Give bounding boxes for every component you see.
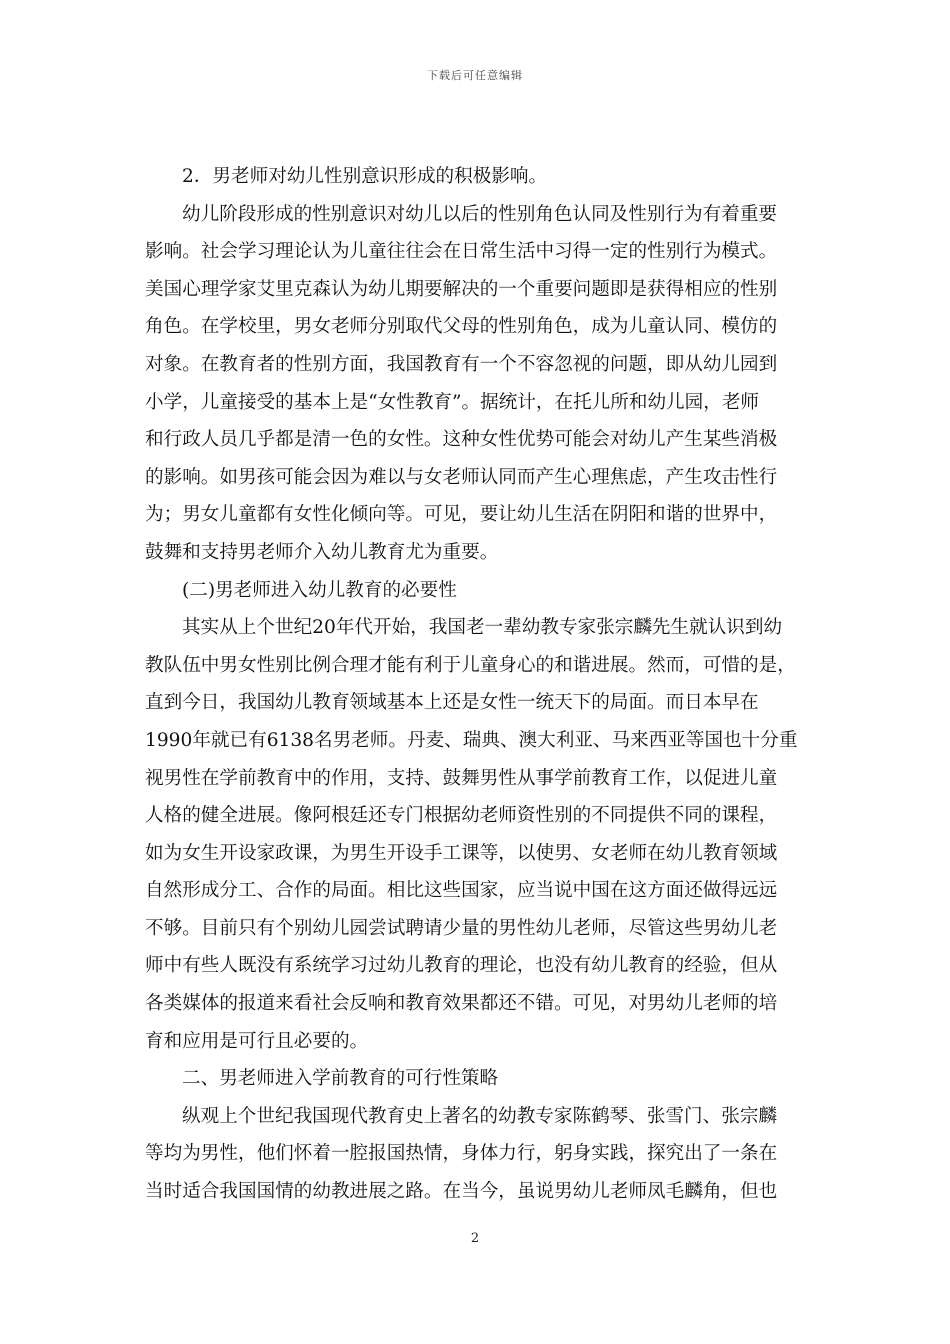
section-heading: 2．男老师对幼儿性别意识形成的积极影响。 [182, 166, 548, 187]
body-paragraph: 纵观上个世纪我国现代教育史上著名的幼教专家陈鹤琴、张雪门、张宗麟 等均为男性，他们怀着一腔报国热情，身体力行，躬身实践，探究出了一条在 当时适合我国国情的幼教进展之路。在当今，虽说男幼儿老师凤毛麟角，但也 [145, 1105, 778, 1203]
page-number: 2 [470, 1231, 480, 1246]
page-header: 下载后可任意编辑 [427, 69, 523, 82]
body-paragraph: 其实从上个世纪20年代开始，我国老一辈幼教专家张宗麟先生就认识到幼 教队伍中男女性别比例合理才能有利于儿童身心的和谐进展。然而，可惜的是， 直到今日，我国幼儿教育领域基本上还是女性一统天下的局面。而日本早在 1990年就已有6138名男老师。丹麦、瑞典、澳大利亚、马来西亚等国也十分重 视男性在学前教育中的作用，支持、鼓舞男性从事学前教育工作，以促进儿童 人格的健全进展。像阿根廷还专门根据幼老师资性别的不同提供不同的课程， 如为女生开设家政课，为男生开设手工课等，以使男、女老师在幼儿教育领域 自然形成分工、合作的局面。相比这些国家，应当说中国在这方面还做得远远 不够。目前只有个别幼儿园尝试聘请少量的男性幼儿老师，尽管这些男幼儿老 师中有些人既没有系统学习过幼儿教育的理论，也没有幼儿教育的经验，但从 各类媒体的报道来看社会反响和教育效果都还不错。可见，对男幼儿老师的培 育和应用是可行且必要的。 [145, 617, 798, 1052]
document-body [145, 158, 807, 1211]
section-heading: (二)男老师进入幼儿教育的必要性 [182, 579, 457, 601]
body-paragraph: 幼儿阶段形成的性别意识对幼儿以后的性别角色认同及性别行为有着重要 影响。社会学习理论认为儿童往往会在日常生活中习得一定的性别行为模式。 美国心理学家艾里克森认为幼儿期要解决的一个重要问题即是获得相应的性别 角色。在学校里，男女老师分别取代父母的性别角色，成为儿童认同、模仿的 对象。在教育者的性别方面，我国教育有一个不容忽视的问题，即从幼儿园到 小学，儿童接受的基本上是“女性教育”。据统计，在托儿所和幼儿园，老师 和行政人员几乎都是清一色的女性。这种女性优势可能会对幼儿产生某些消极 的影响。如男孩可能会因为难以与女老师认同而产生心理焦虑，产生攻击性行 为；男女儿童都有女性化倾向等。可见，要让幼儿生活在阴阳和谐的世界中， 鼓舞和支持男老师介入幼儿教育尤为重要。 [145, 203, 778, 563]
section-heading: 二、男老师进入学前教育的可行性策略 [182, 1068, 499, 1090]
